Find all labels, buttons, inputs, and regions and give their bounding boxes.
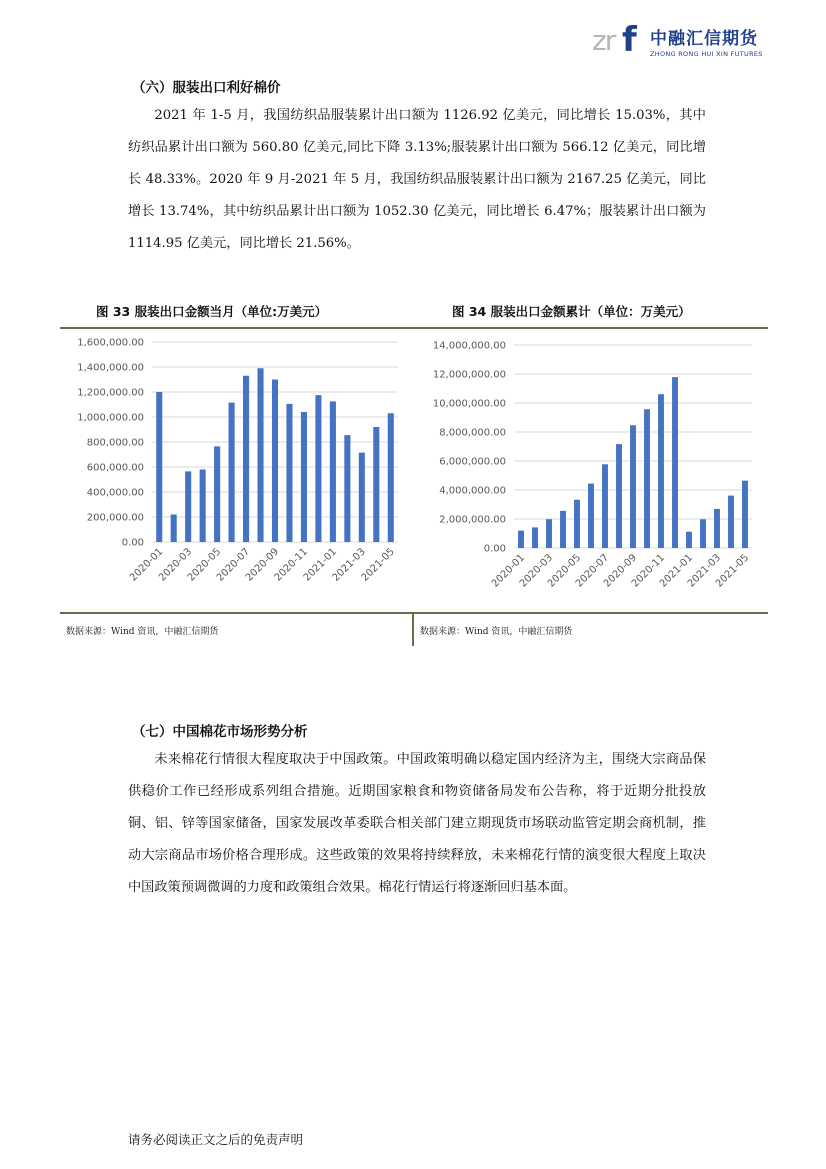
bar-2020-03 bbox=[546, 519, 552, 548]
y-tick-label: 6,000,000.00 bbox=[439, 456, 506, 468]
bar-2020-05 bbox=[574, 500, 580, 548]
y-tick-label: 200,000.00 bbox=[86, 512, 144, 524]
y-tick-label: 2,000,000.00 bbox=[439, 514, 506, 526]
y-tick-label: 8,000,000.00 bbox=[439, 427, 506, 439]
bar-2021-04 bbox=[373, 427, 379, 542]
bar-2021-05 bbox=[388, 413, 394, 542]
logo-text-en: ZHONG RONG HUI XIN FUTURES bbox=[650, 50, 763, 58]
y-tick-label: 0.00 bbox=[121, 537, 144, 549]
bar-2020-04 bbox=[200, 470, 206, 543]
section-6-paragraph bbox=[128, 100, 706, 260]
bar-2021-03 bbox=[359, 453, 365, 542]
disclaimer-note: 请务必阅读正文之后的免责声明 bbox=[128, 1132, 304, 1147]
bar-2020-09 bbox=[630, 425, 636, 548]
bar-2020-07 bbox=[243, 376, 249, 542]
section-6-body: 2021 年 1-5 月，我国纺织品服装累计出口额为 1126.92 亿美元，同比增长 15.03%，其中纺织品累计出口额为 560.80 亿美元,同比下降 3.13%;服装累计出口额为 566.12 亿美元，同比增长 48.33%。2020 年 9 月-2021 年 5 月，我国纺织品服装累计出口额为 2167.25 亿美元，同比增长 13.74%，其中纺织品累计出口额为 1052.30 亿美元，同比增长 6.47%；服装累计出口额为 1114.95 亿美元，同比增长 21.56%。 bbox=[128, 108, 706, 251]
chart-monthly-export bbox=[60, 330, 410, 610]
section-6-heading: （六）服装出口利好棉价 bbox=[132, 80, 281, 96]
y-tick-label: 400,000.00 bbox=[86, 487, 144, 499]
bar-2020-01 bbox=[518, 531, 524, 548]
bar-2021-03 bbox=[714, 509, 720, 548]
bar-2021-01 bbox=[330, 401, 336, 542]
section-7-body: 未来棉花行情很大程度取决于中国政策。中国政策明确以稳定国内经济为主，围绕大宗商品保供稳价工作已经形成系列组合措施。近期国家粮食和物资储备局发布公告称，将于近期分批投放铜、铝、锌等国家储备，国家发展改革委联合相关部门建立期现货市场联动监管定期会商机制，推动大宗商品市场价格合理形成。这些政策的效果将持续释放，未来棉花行情的演变很大程度上取决中国政策预调微调的力度和政策组合效果。棉花行情运行将逐渐回归基本面。 bbox=[128, 752, 706, 895]
figure-34-title: 图 34 服装出口金额累计（单位：万美元） bbox=[452, 304, 691, 319]
x-tick-label: 2020-11 bbox=[629, 552, 668, 590]
x-tick-label: 2021-03 bbox=[330, 546, 368, 584]
bar-2020-06 bbox=[588, 484, 594, 548]
x-tick-label: 2020-09 bbox=[243, 546, 282, 584]
x-tick-label: 2020-05 bbox=[185, 546, 224, 584]
bar-2020-05 bbox=[214, 446, 220, 542]
logo-mark-zr: zr bbox=[592, 24, 615, 57]
bar-2020-08 bbox=[257, 368, 263, 542]
x-tick-label: 2020-07 bbox=[214, 546, 253, 584]
y-tick-label: 10,000,000.00 bbox=[432, 398, 506, 410]
bar-2020-09 bbox=[272, 380, 278, 543]
bar-2020-08 bbox=[616, 444, 622, 548]
x-tick-label: 2021-05 bbox=[359, 546, 397, 584]
x-tick-label: 2021-01 bbox=[657, 552, 696, 590]
bar-2021-02 bbox=[700, 519, 706, 548]
y-tick-label: 800,000.00 bbox=[86, 437, 144, 449]
company-logo bbox=[592, 20, 782, 64]
x-tick-label: 2020-09 bbox=[601, 552, 640, 590]
y-tick-label: 1,600,000.00 bbox=[77, 337, 144, 349]
section-7-heading: （七）中国棉花市场形势分析 bbox=[132, 724, 308, 740]
bar-2020-02 bbox=[171, 515, 177, 543]
y-tick-label: 12,000,000.00 bbox=[432, 369, 506, 381]
bar-2020-11 bbox=[301, 412, 307, 542]
section-7-paragraph bbox=[128, 744, 706, 904]
bar-2021-02 bbox=[344, 435, 350, 542]
logo-mark-f: f bbox=[622, 20, 637, 60]
figure-bottom-rule bbox=[60, 612, 768, 614]
x-tick-label: 2021-05 bbox=[713, 552, 752, 590]
x-tick-label: 2021-01 bbox=[301, 546, 340, 584]
bar-2020-01 bbox=[156, 392, 162, 542]
figure-top-rule bbox=[60, 327, 768, 329]
y-tick-label: 1,200,000.00 bbox=[77, 387, 144, 399]
x-tick-label: 2020-07 bbox=[573, 552, 612, 590]
x-tick-label: 2020-11 bbox=[272, 546, 311, 584]
bar-2020-06 bbox=[229, 403, 235, 542]
x-tick-label: 2020-01 bbox=[489, 552, 528, 590]
bar-2020-12 bbox=[672, 377, 678, 548]
y-tick-label: 14,000,000.00 bbox=[432, 340, 506, 352]
bar-2020-04 bbox=[560, 511, 566, 548]
chart-cumulative-export bbox=[414, 330, 768, 610]
bar-2020-12 bbox=[315, 395, 321, 542]
bar-2020-10 bbox=[286, 404, 292, 542]
bar-2020-07 bbox=[602, 464, 608, 548]
figure-33-source: 数据来源：Wind 资讯，中融汇信期货 bbox=[66, 627, 219, 637]
logo-text-cn: 中融汇信期货 bbox=[650, 29, 758, 49]
y-tick-label: 0.00 bbox=[483, 543, 506, 555]
y-tick-label: 600,000.00 bbox=[86, 462, 144, 474]
y-tick-label: 4,000,000.00 bbox=[439, 485, 506, 497]
bar-2020-03 bbox=[185, 471, 191, 542]
figure-34-source: 数据来源：Wind 资讯，中融汇信期货 bbox=[420, 627, 573, 637]
figure-source-divider bbox=[412, 612, 414, 646]
y-tick-label: 1,400,000.00 bbox=[77, 362, 144, 374]
x-tick-label: 2020-05 bbox=[545, 552, 584, 590]
bar-2020-11 bbox=[658, 394, 664, 548]
x-tick-label: 2020-01 bbox=[128, 546, 166, 584]
figure-33-title: 图 33 服装出口金额当月（单位:万美元） bbox=[96, 304, 328, 319]
x-tick-label: 2020-03 bbox=[517, 552, 556, 590]
bar-2021-04 bbox=[728, 496, 734, 548]
bar-2020-02 bbox=[532, 527, 538, 548]
bar-2021-05 bbox=[742, 481, 748, 548]
y-tick-label: 1,000,000.00 bbox=[77, 412, 144, 424]
bar-2020-10 bbox=[644, 409, 650, 548]
x-tick-label: 2020-03 bbox=[156, 546, 195, 584]
x-tick-label: 2021-03 bbox=[685, 552, 724, 590]
bar-2021-01 bbox=[686, 532, 692, 548]
